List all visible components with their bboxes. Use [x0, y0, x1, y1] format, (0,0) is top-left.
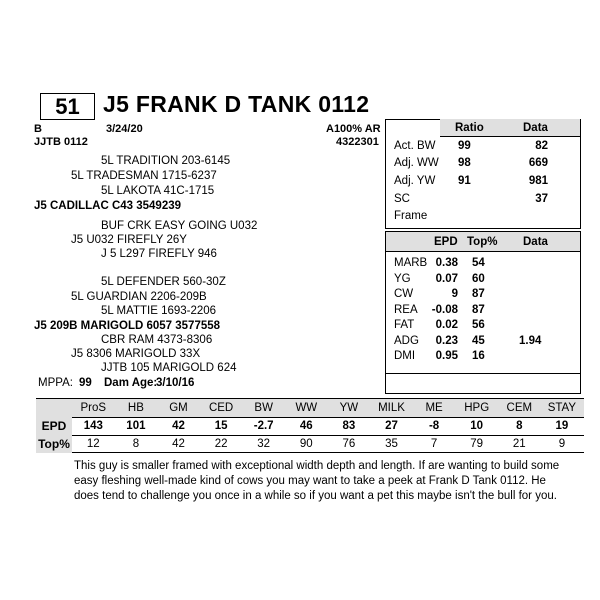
- carcass-top-percent: 54: [472, 257, 485, 269]
- epd-value: -2.7: [253, 420, 274, 432]
- epd-column-header: HB: [127, 402, 144, 414]
- mppa-label: MPPA:: [38, 377, 73, 389]
- performance-ratio: 99: [458, 140, 471, 152]
- carcass-epd-header: EPD: [434, 236, 458, 248]
- carcass-epd: 0.07: [435, 272, 458, 285]
- carcass-label: YG: [394, 272, 411, 285]
- top-percent-value: 42: [172, 438, 185, 450]
- pedigree-line: 5L TRADESMAN 1715-6237: [71, 170, 217, 182]
- epd-value: 10: [470, 420, 484, 432]
- top-row-label: Top%: [36, 435, 72, 453]
- performance-data: 82: [535, 140, 548, 152]
- epd-column-header: HPG: [464, 402, 490, 414]
- epd-column-header: MILK: [378, 402, 405, 414]
- epd-value: 101: [126, 420, 146, 432]
- pedigree-line: CBR RAM 4373-8306: [101, 334, 213, 346]
- performance-data-header: Data: [523, 122, 548, 134]
- top-percent-value: 9: [558, 438, 566, 450]
- carcass-label: ADG: [394, 334, 419, 347]
- performance-label: Adj. YW: [394, 175, 436, 187]
- carcass-top-percent: 87: [472, 303, 485, 316]
- pedigree-line: 5L LAKOTA 41C-1715: [101, 185, 215, 197]
- carcass-top-percent: 56: [472, 319, 485, 331]
- epd-table: [36, 398, 584, 453]
- carcass-label: CW: [394, 288, 414, 300]
- carcass-top-header: Top%: [467, 236, 498, 248]
- performance-ratio-header: Ratio: [455, 122, 484, 134]
- carcass-label: REA: [394, 303, 418, 316]
- pedigree-line: J5 U032 FIREFLY 26Y: [71, 234, 187, 246]
- pedigree-line: 5L GUARDIAN 2206-209B: [71, 291, 207, 303]
- epd-value: 83: [342, 420, 356, 432]
- carcass-epd: 0.23: [435, 334, 458, 347]
- epd-column-header: BW: [254, 402, 273, 414]
- animal-name: J5 FRANK D TANK 0112: [103, 91, 370, 117]
- carcass-data: 1.94: [519, 334, 542, 347]
- epd-column-header: ME: [425, 402, 443, 414]
- performance-label: SC: [394, 193, 410, 205]
- top-percent-value: 7: [430, 438, 438, 450]
- performance-data: 981: [528, 175, 548, 187]
- carcass-top-percent: 45: [472, 334, 485, 347]
- carcass-label: MARB: [394, 257, 428, 269]
- registration-number: 4322301: [336, 136, 379, 148]
- epd-column-header: CEM: [506, 402, 533, 414]
- mppa-value: 99: [79, 377, 92, 389]
- pedigree-line: J5 CADILLAC C43 3549239: [34, 200, 182, 212]
- epd-value: 15: [214, 420, 228, 432]
- tattoo: JJTB 0112: [34, 136, 88, 148]
- pedigree-line: J5 209B MARIGOLD 6057 3577558: [34, 320, 221, 332]
- epd-column-header: YW: [339, 402, 359, 414]
- top-percent-value: 8: [132, 438, 140, 450]
- top-percent-value: 90: [299, 438, 313, 450]
- epd-value: 8: [516, 420, 523, 432]
- performance-data: 669: [528, 157, 548, 169]
- top-percent-value: 35: [385, 438, 398, 450]
- epd-value: 27: [385, 420, 398, 432]
- carcass-epd: 0.38: [435, 257, 458, 269]
- epd-value: -8: [428, 420, 440, 432]
- pedigree-line: 5L MATTIE 1693-2206: [101, 305, 217, 317]
- carcass-top-percent: 16: [472, 350, 485, 362]
- carcass-epd: 0.95: [435, 350, 458, 362]
- epd-value: 46: [299, 420, 313, 432]
- epd-column-header: GM: [169, 402, 188, 414]
- pedigree-line: J 5 L297 FIREFLY 946: [101, 248, 217, 260]
- carcass-epd: 0.02: [435, 319, 458, 331]
- pedigree-line: J5 8306 MARIGOLD 33X: [71, 348, 201, 360]
- pedigree-line: 5L DEFENDER 560-30Z: [101, 276, 226, 288]
- top-percent-value: 22: [214, 438, 228, 450]
- carcass-data-header: Data: [523, 236, 548, 248]
- performance-label: Adj. WW: [394, 157, 439, 169]
- dam-age-label: Dam Age:: [104, 377, 158, 389]
- top-percent-value: 76: [342, 438, 356, 450]
- lot-number: 51: [40, 93, 95, 120]
- performance-data: 37: [535, 193, 548, 205]
- epd-value: 42: [172, 420, 185, 432]
- pedigree-line: BUF CRK EASY GOING U032: [101, 220, 258, 232]
- pedigree-line: 5L TRADITION 203-6145: [101, 155, 231, 167]
- epd-value: 19: [555, 420, 569, 432]
- breed-percentage: A100% AR: [326, 123, 381, 135]
- pedigree-line: JJTB 105 MARIGOLD 624: [101, 362, 237, 374]
- epd-column-header: ProS: [80, 402, 107, 414]
- epd-row-label: EPD: [36, 417, 72, 435]
- sex: B: [34, 123, 42, 135]
- top-percent-value: 32: [257, 438, 271, 450]
- epd-column-header: STAY: [547, 402, 577, 414]
- carcass-epd: -0.08: [431, 303, 458, 316]
- birth-date: 3/24/20: [106, 123, 143, 135]
- carcass-bottom-divider: [386, 373, 580, 374]
- epd-value: 143: [83, 420, 103, 432]
- description: This guy is smaller framed with exceptional width depth and length. If are wanting to build some easy fleshing well-made kind of cows you may want to take a peek at Frank D Tank 0112. He does tend to challenge you once in a while so if you want a pet this maybe isn't the bull for you.: [74, 460, 560, 502]
- performance-ratio: 91: [458, 175, 471, 187]
- dam-age-value: 3/10/16: [156, 377, 195, 389]
- epd-column-header: WW: [295, 402, 318, 414]
- carcass-label: FAT: [394, 319, 415, 331]
- epd-column-header: CED: [208, 402, 234, 414]
- top-percent-value: 21: [512, 438, 526, 450]
- top-percent-value: 12: [86, 438, 100, 450]
- top-percent-value: 79: [470, 438, 484, 450]
- performance-label: Act. BW: [394, 140, 436, 152]
- carcass-top-percent: 60: [472, 272, 485, 285]
- carcass-epd: 9: [451, 288, 458, 300]
- carcass-top-percent: 87: [472, 288, 485, 300]
- performance-label: Frame: [394, 210, 428, 222]
- carcass-label: DMI: [394, 350, 416, 362]
- performance-ratio: 98: [458, 157, 471, 169]
